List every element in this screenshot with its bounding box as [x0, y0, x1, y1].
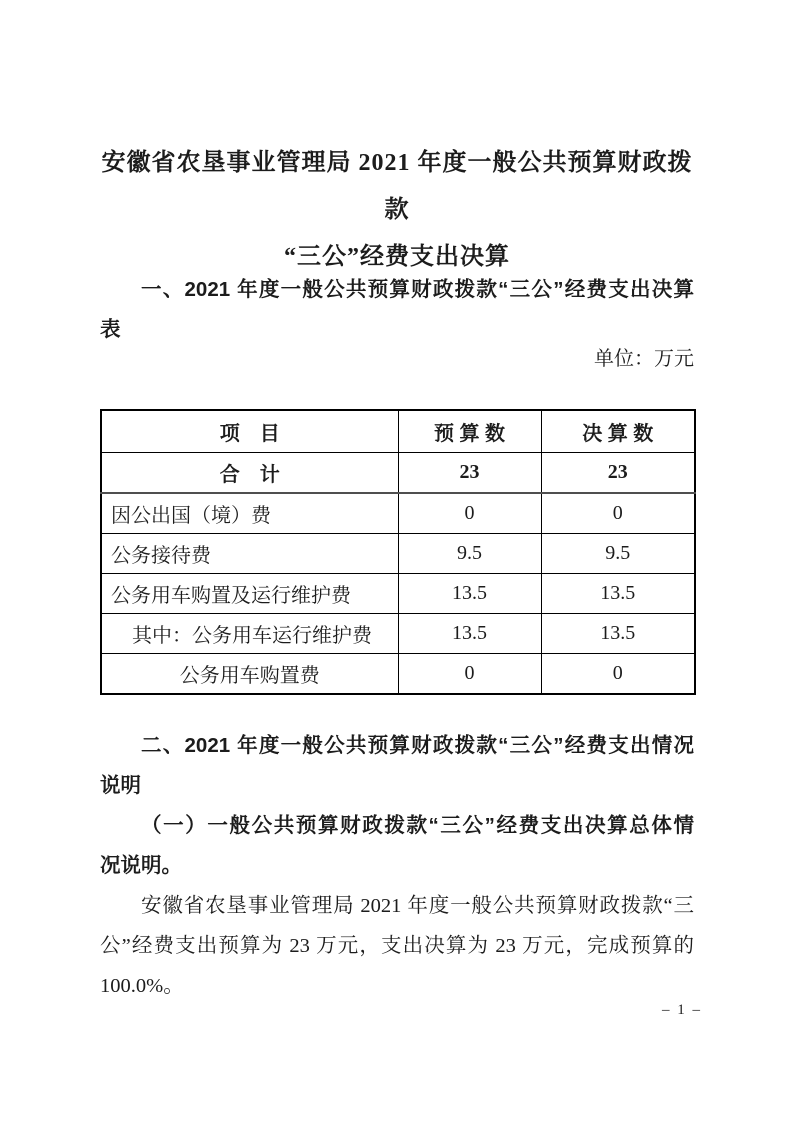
subsection1-heading-line1: （一）一般公共预算财政拨款“三公”经费支出决算总体情 [141, 814, 694, 837]
table-cell-budget: 13.5 [398, 574, 541, 614]
table-row-abroad [101, 493, 695, 534]
table-cell-item: 公务用车购置费 [101, 654, 398, 695]
summary-paragraph-line1: 安徽省农垦事业管理局 2021 年度一般公共预算财政拨款“三 [141, 895, 694, 917]
table-header-item: 项 目 [101, 410, 398, 453]
table-cell-final: 9.5 [541, 534, 695, 574]
section1-heading [100, 270, 694, 350]
summary-paragraph-line3: 100.0%。 [100, 975, 184, 997]
table-cell-budget: 13.5 [398, 614, 541, 654]
table-cell-budget: 0 [398, 654, 541, 695]
table-cell-final: 13.5 [541, 614, 695, 654]
section2-heading-line2: 说明 [100, 774, 141, 797]
table-unit-label: 单位：万元 [594, 348, 694, 370]
table-cell-item: 公务用车购置及运行维护费 [101, 574, 398, 614]
table-cell-budget: 23 [398, 453, 541, 494]
subsection1-heading-line2: 况说明。 [100, 854, 182, 877]
summary-paragraph [100, 886, 694, 1006]
document-title-line2: “三公”经费支出决算 [284, 244, 510, 270]
table-cell-final: 13.5 [541, 574, 695, 614]
table-row-vehicle-total [101, 574, 695, 614]
page-number: – 1 – [662, 1002, 702, 1018]
table-cell-item: 合 计 [101, 453, 398, 494]
table-header-final: 决 算 数 [541, 410, 695, 453]
table-cell-budget: 9.5 [398, 534, 541, 574]
table-cell-final: 0 [541, 654, 695, 695]
section1-heading-line1: 一、2021 年度一般公共预算财政拨款“三公”经费支出决算 [141, 278, 694, 301]
table-row-total [101, 453, 695, 494]
table-row-reception [101, 534, 695, 574]
table-row-vehicle-purchase [101, 654, 695, 695]
document-title-line1: 安徽省农垦事业管理局 2021 年度一般公共预算财政拨款 [101, 150, 693, 223]
section1-heading-line2: 表 [100, 318, 121, 341]
table-header-row [101, 410, 695, 453]
table-cell-item: 其中：公务用车运行维护费 [101, 614, 398, 654]
three-public-expense-table [100, 409, 696, 695]
section2-heading [100, 726, 694, 806]
document-title [100, 140, 694, 281]
section2-heading-line1: 二、2021 年度一般公共预算财政拨款“三公”经费支出情况 [141, 734, 694, 757]
subsection1-heading [100, 806, 694, 886]
table-cell-final: 23 [541, 453, 695, 494]
table-cell-budget: 0 [398, 493, 541, 534]
table-row-vehicle-operation [101, 614, 695, 654]
table-cell-final: 0 [541, 493, 695, 534]
table-cell-item: 公务接待费 [101, 534, 398, 574]
summary-paragraph-line2: 公”经费支出预算为 23 万元，支出决算为 23 万元，完成预算的 [100, 935, 694, 957]
table-cell-item: 因公出国（境）费 [101, 493, 398, 534]
table-header-budget: 预 算 数 [398, 410, 541, 453]
